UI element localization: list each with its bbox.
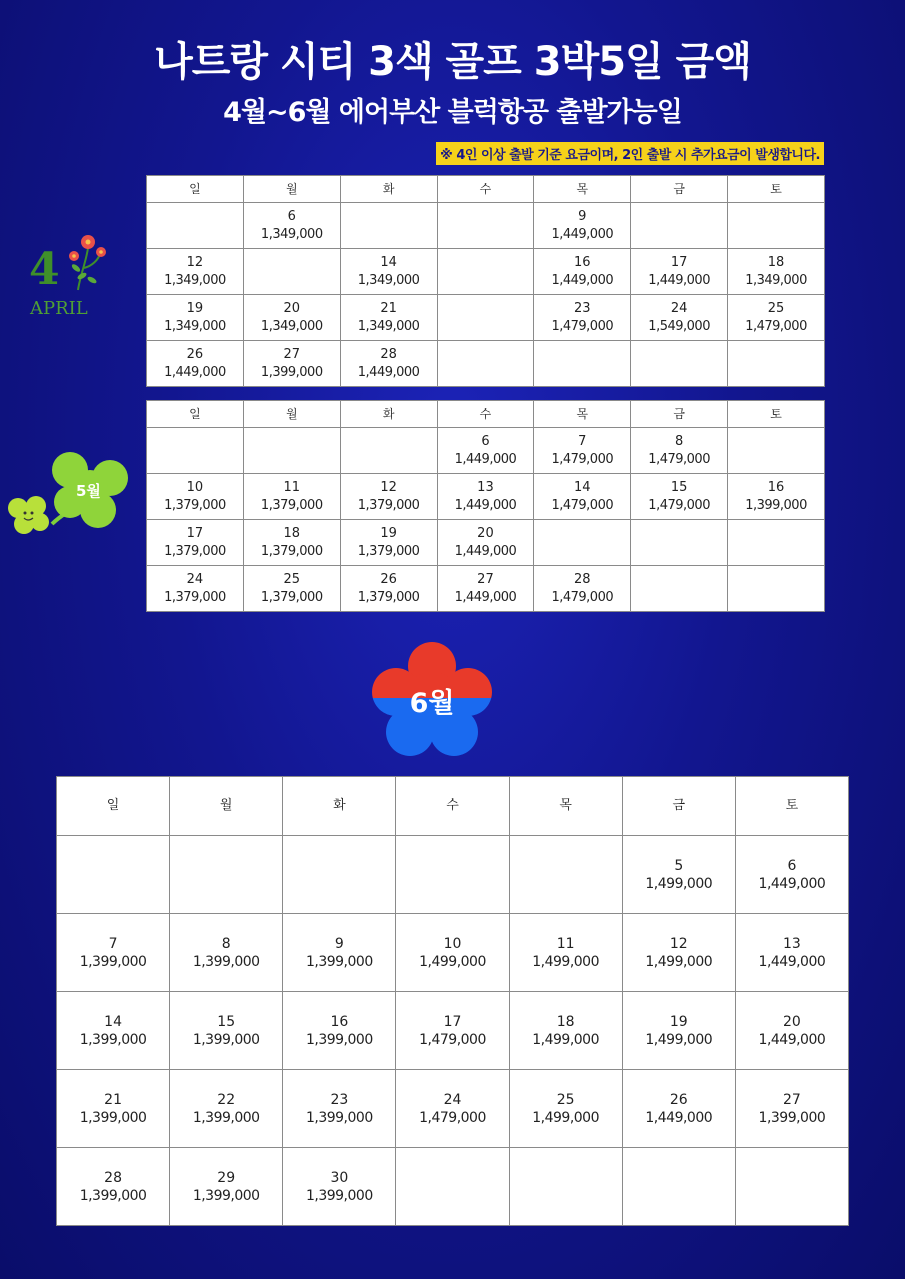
day-cell — [340, 520, 437, 566]
day-cell — [147, 341, 244, 387]
day-cell — [147, 428, 244, 474]
day-number: 10 — [443, 935, 462, 952]
day-cell — [735, 992, 848, 1070]
day-price: 1,349,000 — [260, 318, 323, 334]
day-price: 1,499,000 — [532, 1031, 600, 1048]
day-number: 9 — [578, 208, 587, 224]
weekday-header: 수 — [437, 176, 534, 203]
day-cell — [170, 1070, 283, 1148]
day-price: 1,499,000 — [645, 1031, 713, 1048]
day-number: 8 — [675, 433, 684, 449]
day-cell — [396, 992, 509, 1070]
day-cell — [622, 836, 735, 914]
day-price: 1,449,000 — [454, 589, 517, 605]
april-label: APRIL — [30, 298, 88, 319]
day-number: 16 — [330, 1013, 349, 1030]
day-price: 1,349,000 — [164, 272, 226, 288]
day-cell — [728, 566, 825, 612]
day-cell — [509, 1148, 622, 1226]
day-number: 28 — [104, 1169, 122, 1186]
weekday-header-row — [147, 176, 825, 203]
weekday-header: 수 — [396, 777, 509, 836]
week-row — [57, 836, 849, 914]
day-cell — [437, 428, 534, 474]
day-cell — [283, 992, 396, 1070]
day-number: 11 — [556, 935, 575, 952]
week-row — [57, 914, 849, 992]
day-price: 1,449,000 — [758, 953, 826, 970]
day-price: 1,399,000 — [260, 364, 323, 380]
day-cell — [147, 474, 244, 520]
week-row — [147, 341, 825, 387]
weekday-header: 화 — [283, 777, 396, 836]
day-number: 12 — [186, 254, 204, 270]
day-cell — [631, 520, 728, 566]
weekday-header: 화 — [340, 176, 437, 203]
day-cell — [622, 914, 735, 992]
day-price: 1,499,000 — [532, 1109, 600, 1126]
day-cell — [509, 836, 622, 914]
day-number: 12 — [380, 479, 397, 495]
day-number: 9 — [334, 935, 344, 952]
day-cell — [728, 428, 825, 474]
clover-icon — [8, 452, 128, 534]
day-number: 15 — [670, 479, 688, 495]
flower-branch-icon — [69, 235, 106, 290]
day-number: 27 — [783, 1091, 801, 1108]
day-number: 16 — [574, 254, 591, 270]
day-number: 7 — [108, 935, 118, 952]
day-cell — [534, 295, 631, 341]
day-price: 1,399,000 — [745, 497, 807, 513]
page-subtitle: 4월~6월 에어부산 블럭항공 출발가능일 — [223, 97, 682, 128]
day-number: 20 — [783, 1013, 801, 1030]
day-cell — [340, 474, 437, 520]
day-cell — [340, 341, 437, 387]
day-price: 1,449,000 — [454, 497, 517, 513]
weekday-header: 목 — [534, 176, 631, 203]
day-cell — [243, 566, 340, 612]
day-price: 1,479,000 — [551, 451, 614, 467]
day-price: 1,379,000 — [164, 589, 226, 605]
week-row — [147, 474, 825, 520]
day-price: 1,479,000 — [551, 318, 614, 334]
day-cell — [57, 992, 170, 1070]
day-price: 1,449,000 — [648, 272, 710, 288]
weekday-header: 목 — [509, 777, 622, 836]
day-price: 1,499,000 — [419, 953, 486, 970]
week-row — [147, 203, 825, 249]
day-cell — [57, 1070, 170, 1148]
day-number: 7 — [578, 433, 587, 449]
day-number: 24 — [670, 300, 688, 316]
day-cell — [147, 249, 244, 295]
day-number: 27 — [477, 571, 494, 587]
day-price: 1,399,000 — [192, 1109, 260, 1126]
day-cell — [170, 914, 283, 992]
day-price: 1,449,000 — [551, 226, 614, 242]
day-number: 24 — [443, 1091, 462, 1108]
weekday-header: 수 — [437, 401, 534, 428]
day-cell — [534, 203, 631, 249]
day-cell — [340, 428, 437, 474]
day-price: 1,379,000 — [164, 497, 226, 513]
day-cell — [340, 295, 437, 341]
day-price: 1,399,000 — [79, 1187, 147, 1204]
day-number: 11 — [283, 479, 301, 495]
day-price: 1,399,000 — [305, 953, 373, 970]
day-cell — [631, 474, 728, 520]
day-price: 1,399,000 — [192, 1031, 260, 1048]
day-cell — [57, 1148, 170, 1226]
day-number: 28 — [574, 571, 591, 587]
day-number: 25 — [767, 300, 785, 316]
day-cell — [728, 295, 825, 341]
weekday-header: 토 — [728, 176, 825, 203]
day-price: 1,479,000 — [745, 318, 807, 334]
weekday-header: 화 — [340, 401, 437, 428]
day-price: 1,499,000 — [645, 953, 713, 970]
day-cell — [283, 836, 396, 914]
day-price: 1,379,000 — [357, 589, 420, 605]
day-cell — [534, 249, 631, 295]
week-row — [147, 295, 825, 341]
day-price: 1,349,000 — [164, 318, 226, 334]
day-cell — [534, 341, 631, 387]
day-price: 1,499,000 — [532, 953, 600, 970]
day-cell — [509, 1070, 622, 1148]
weekday-header: 토 — [728, 401, 825, 428]
day-cell — [340, 203, 437, 249]
day-price: 1,449,000 — [551, 272, 614, 288]
day-number: 21 — [380, 300, 397, 316]
day-number: 20 — [283, 300, 301, 316]
day-price: 1,399,000 — [79, 953, 147, 970]
day-cell — [437, 295, 534, 341]
day-cell — [170, 992, 283, 1070]
day-cell — [437, 341, 534, 387]
week-row — [147, 520, 825, 566]
day-cell — [437, 566, 534, 612]
day-number: 18 — [283, 525, 301, 541]
day-price: 1,479,000 — [419, 1109, 486, 1126]
day-price: 1,549,000 — [648, 318, 710, 334]
day-number: 13 — [477, 479, 494, 495]
day-price: 1,449,000 — [758, 1031, 826, 1048]
day-cell — [534, 474, 631, 520]
day-number: 16 — [767, 479, 785, 495]
day-cell — [631, 341, 728, 387]
weekday-header-row — [57, 777, 849, 836]
page-title: 나트랑 시티 3색 골프 3박5일 금액 — [154, 39, 751, 85]
day-number: 26 — [186, 346, 204, 362]
day-number: 19 — [669, 1013, 688, 1030]
notice-banner: ※ 4인 이상 출발 기준 요금이며, 2인 출발 시 추가요금이 발생합니다. — [436, 142, 824, 165]
may-label: 5월 — [76, 482, 101, 500]
day-price: 1,379,000 — [357, 497, 420, 513]
day-price: 1,449,000 — [454, 543, 517, 559]
day-number: 23 — [330, 1091, 349, 1108]
day-cell — [243, 249, 340, 295]
day-number: 15 — [217, 1013, 236, 1030]
day-price: 1,449,000 — [758, 875, 826, 892]
day-price: 1,449,000 — [357, 364, 420, 380]
april-calendar — [146, 175, 825, 387]
day-price: 1,399,000 — [79, 1109, 147, 1126]
day-cell — [170, 1148, 283, 1226]
day-cell — [396, 1070, 509, 1148]
day-cell — [622, 992, 735, 1070]
day-cell — [622, 1070, 735, 1148]
day-cell — [437, 249, 534, 295]
day-number: 17 — [443, 1013, 462, 1030]
day-number: 18 — [556, 1013, 575, 1030]
day-price: 1,379,000 — [260, 589, 323, 605]
june-calendar — [56, 776, 849, 1226]
day-cell — [728, 520, 825, 566]
day-number: 22 — [217, 1091, 236, 1108]
day-cell — [243, 428, 340, 474]
day-cell — [243, 203, 340, 249]
day-cell — [631, 566, 728, 612]
day-price: 1,479,000 — [419, 1031, 486, 1048]
weekday-header: 금 — [631, 401, 728, 428]
day-price: 1,479,000 — [551, 497, 614, 513]
day-cell — [631, 203, 728, 249]
day-number: 8 — [221, 935, 231, 952]
day-cell — [243, 295, 340, 341]
april-number: 4 — [29, 244, 60, 295]
day-cell — [243, 341, 340, 387]
day-number: 19 — [186, 300, 204, 316]
day-price: 1,399,000 — [305, 1187, 373, 1204]
day-price: 1,499,000 — [645, 875, 713, 892]
day-price: 1,349,000 — [357, 318, 420, 334]
day-number: 24 — [186, 571, 204, 587]
day-price: 1,399,000 — [192, 1187, 260, 1204]
june-badge — [364, 640, 500, 762]
day-cell — [728, 203, 825, 249]
day-cell — [728, 474, 825, 520]
day-number: 25 — [556, 1091, 575, 1108]
day-number: 17 — [186, 525, 204, 541]
day-number: 26 — [669, 1091, 688, 1108]
day-price: 1,349,000 — [357, 272, 420, 288]
day-cell — [283, 1148, 396, 1226]
day-number: 14 — [574, 479, 591, 495]
week-row — [57, 1070, 849, 1148]
day-price: 1,399,000 — [79, 1031, 147, 1048]
day-number: 6 — [481, 433, 490, 449]
day-cell — [57, 836, 170, 914]
day-price: 1,479,000 — [648, 451, 710, 467]
day-number: 26 — [380, 571, 397, 587]
day-price: 1,399,000 — [192, 953, 260, 970]
day-cell — [340, 566, 437, 612]
day-number: 5 — [674, 857, 684, 874]
day-number: 17 — [670, 254, 688, 270]
weekday-header: 일 — [147, 176, 244, 203]
day-cell — [283, 1070, 396, 1148]
day-cell — [340, 249, 437, 295]
week-row — [147, 566, 825, 612]
day-cell — [396, 1148, 509, 1226]
day-price: 1,379,000 — [260, 497, 323, 513]
day-cell — [735, 836, 848, 914]
day-cell — [147, 295, 244, 341]
day-cell — [728, 249, 825, 295]
day-number: 13 — [783, 935, 801, 952]
day-price: 1,399,000 — [758, 1109, 826, 1126]
day-cell — [396, 836, 509, 914]
day-cell — [735, 1070, 848, 1148]
weekday-header: 일 — [147, 401, 244, 428]
day-price: 1,479,000 — [648, 497, 710, 513]
day-cell — [534, 566, 631, 612]
day-number: 10 — [186, 479, 204, 495]
day-price: 1,449,000 — [645, 1109, 713, 1126]
weekday-header: 토 — [735, 777, 848, 836]
weekday-header: 월 — [243, 401, 340, 428]
day-cell — [735, 914, 848, 992]
day-number: 25 — [283, 571, 301, 587]
day-price: 1,399,000 — [305, 1109, 373, 1126]
day-cell — [243, 520, 340, 566]
april-badge — [26, 228, 110, 322]
may-badge — [2, 442, 136, 542]
day-price: 1,379,000 — [164, 543, 226, 559]
day-cell — [57, 914, 170, 992]
day-price: 1,479,000 — [551, 589, 614, 605]
day-price: 1,379,000 — [260, 543, 323, 559]
day-number: 23 — [574, 300, 591, 316]
day-price: 1,349,000 — [260, 226, 323, 242]
day-cell — [631, 428, 728, 474]
day-cell — [283, 914, 396, 992]
day-number: 6 — [287, 208, 296, 224]
day-cell — [147, 203, 244, 249]
day-number: 18 — [767, 254, 785, 270]
day-number: 29 — [217, 1169, 236, 1186]
day-cell — [534, 428, 631, 474]
day-cell — [728, 341, 825, 387]
day-number: 28 — [380, 346, 397, 362]
weekday-header-row — [147, 401, 825, 428]
day-number: 14 — [104, 1013, 122, 1030]
day-number: 27 — [283, 346, 301, 362]
day-number: 19 — [380, 525, 397, 541]
day-cell — [622, 1148, 735, 1226]
day-cell — [534, 520, 631, 566]
day-cell — [631, 249, 728, 295]
weekday-header: 월 — [170, 777, 283, 836]
day-price: 1,449,000 — [164, 364, 226, 380]
day-cell — [509, 914, 622, 992]
day-price: 1,349,000 — [745, 272, 807, 288]
day-cell — [631, 295, 728, 341]
day-cell — [243, 474, 340, 520]
weekday-header: 목 — [534, 401, 631, 428]
day-cell — [437, 474, 534, 520]
day-number: 12 — [669, 935, 688, 952]
week-row — [147, 249, 825, 295]
day-number: 14 — [380, 254, 397, 270]
day-cell — [735, 1148, 848, 1226]
day-cell — [396, 914, 509, 992]
day-cell — [147, 566, 244, 612]
day-cell — [437, 203, 534, 249]
may-calendar — [146, 400, 825, 612]
week-row — [147, 428, 825, 474]
day-number: 6 — [787, 857, 797, 874]
day-cell — [170, 836, 283, 914]
weekday-header: 금 — [631, 176, 728, 203]
june-label: 6월 — [409, 688, 455, 719]
day-cell — [437, 520, 534, 566]
day-number: 21 — [104, 1091, 122, 1108]
weekday-header: 월 — [243, 176, 340, 203]
day-price: 1,449,000 — [454, 451, 517, 467]
weekday-header: 일 — [57, 777, 170, 836]
day-price: 1,399,000 — [305, 1031, 373, 1048]
weekday-header: 금 — [622, 777, 735, 836]
day-price: 1,379,000 — [357, 543, 420, 559]
day-cell — [509, 992, 622, 1070]
week-row — [57, 1148, 849, 1226]
day-number: 20 — [477, 525, 494, 541]
week-row — [57, 992, 849, 1070]
day-cell — [147, 520, 244, 566]
day-number: 30 — [330, 1169, 349, 1186]
